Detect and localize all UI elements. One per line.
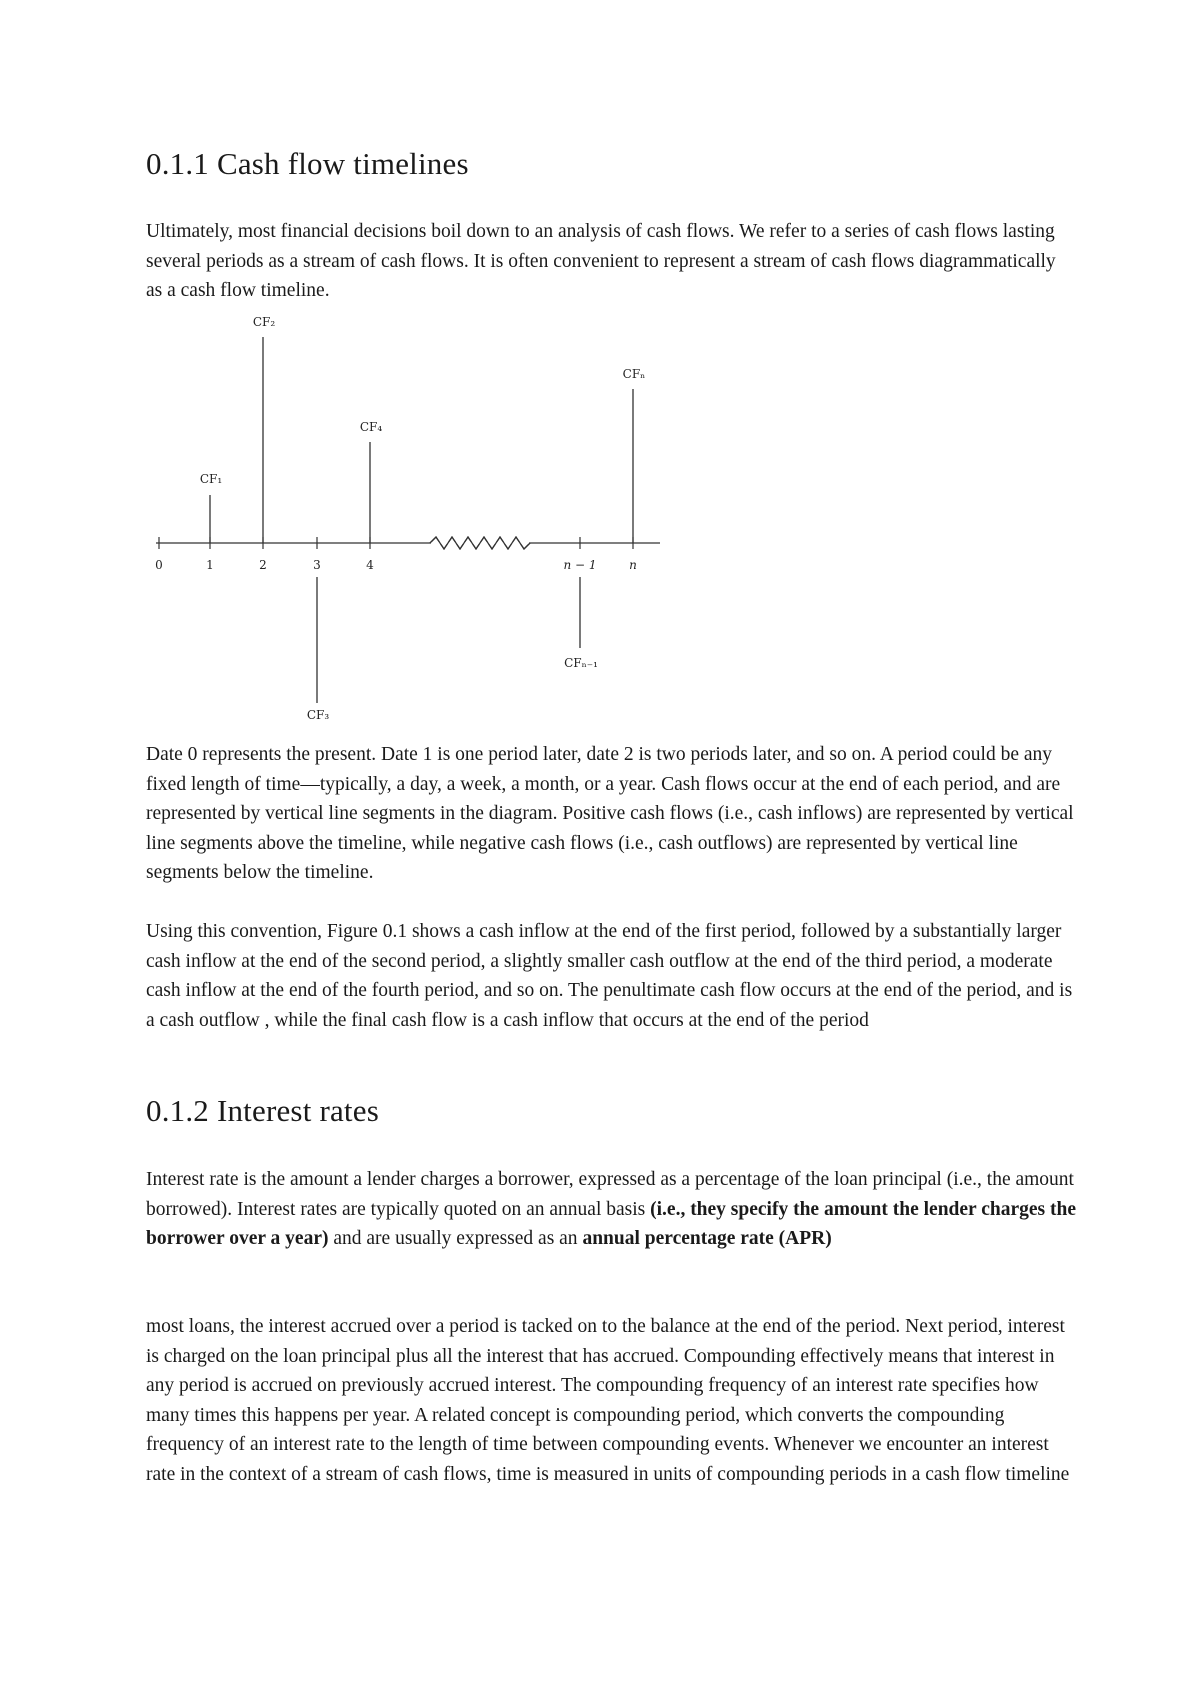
cash-flow-label-3: CF₃ bbox=[306, 708, 330, 722]
cash-flow-timeline-figure bbox=[140, 305, 680, 735]
tick-label-1: 1 bbox=[206, 558, 214, 572]
cash-flow-label-4: CF₄ bbox=[359, 420, 383, 434]
tick-label-n-minus-1: n − 1 bbox=[563, 558, 597, 572]
paragraph-compounding: most loans, the interest accrued over a period is tacked on to the balance at the end of the period. Next period, interest is charged on the loan principal plus all the interest that has accrued. Compounding effectively means that interest in any period is accrued on previously accrued interest. The compounding frequency of an interest rate specifies how many times this happens per year. A related concept is compounding period, which converts the compounding frequency of an interest rate to the length of time between compounding events. Whenever we encounter an interest rate in the context of a stream of cash flows, time is measured in units of compounding periods in a cash flow timeline bbox=[146, 1316, 1070, 1485]
paragraph-intro: Ultimately, most financial decisions boil down to an analysis of cash flows. We refer to a series of cash flows lasting several periods as a stream of cash flows. It is often convenient to represent a stream of cash flows diagrammatically as a cash flow timeline. bbox=[146, 221, 1056, 301]
cash-flow-label-n-minus-1: CFₙ₋₁ bbox=[564, 656, 598, 670]
interest-rate-bold-annual-basis: (i.e., they specify the amount the lender charges the borrower over a year) bbox=[146, 1198, 1076, 1249]
paragraph-interest-rate-definition bbox=[146, 1165, 1076, 1254]
paragraph-figure-convention: Using this convention, Figure 0.1 shows a cash inflow at the end of the first period, followed by a substantially larger cash inflow at the end of the second period, a slightly smaller cash outflow at the end of the third period, a moderate cash inflow at the end of the fourth period, and so on. The penultimate cash flow occurs at the end of the period, and is a cash outflow , while the final cash flow is a cash inflow that occurs at the end of the period bbox=[146, 921, 1073, 1031]
tick-label-4: 4 bbox=[366, 558, 374, 572]
section-heading-interest-rates: 0.1.2 Interest rates bbox=[146, 1093, 379, 1128]
interest-rate-bold-apr: annual percentage rate (APR) bbox=[582, 1228, 832, 1249]
section-heading-cash-flow-timelines: 0.1.1 Cash flow timelines bbox=[146, 146, 469, 181]
tick-label-3: 3 bbox=[313, 558, 321, 572]
cash-flow-label-1: CF₁ bbox=[199, 472, 223, 486]
tick-label-0: 0 bbox=[155, 558, 163, 572]
interest-rate-text-a: Interest rate is the amount a lender charges a borrower, expressed as a percentage of the loan principal (i.e., the amount borrowed). Interest rates are typically quoted on an annual basis bbox=[146, 1169, 1074, 1220]
cash-flow-label-2: CF₂ bbox=[252, 315, 276, 329]
paragraph-date-explanation: Date 0 represents the present. Date 1 is one period later, date 2 is two periods later, and so on. A period could be any fixed length of time—typically, a day, a week, a month, or a year. Cash flows occur at the end of each period, and are represented by vertical line segments in the diagram. Positive cash flows (i.e., cash inflows) are represented by vertical line segments above the timeline, while negative cash flows (i.e., cash outflows) are represented by vertical line segments below the timeline. bbox=[146, 744, 1074, 883]
interest-rate-text-c: and are usually expressed as an bbox=[328, 1228, 583, 1249]
cash-flow-label-n: CFₙ bbox=[622, 367, 646, 381]
tick-label-2: 2 bbox=[259, 558, 267, 572]
tick-label-n: n bbox=[629, 558, 637, 572]
